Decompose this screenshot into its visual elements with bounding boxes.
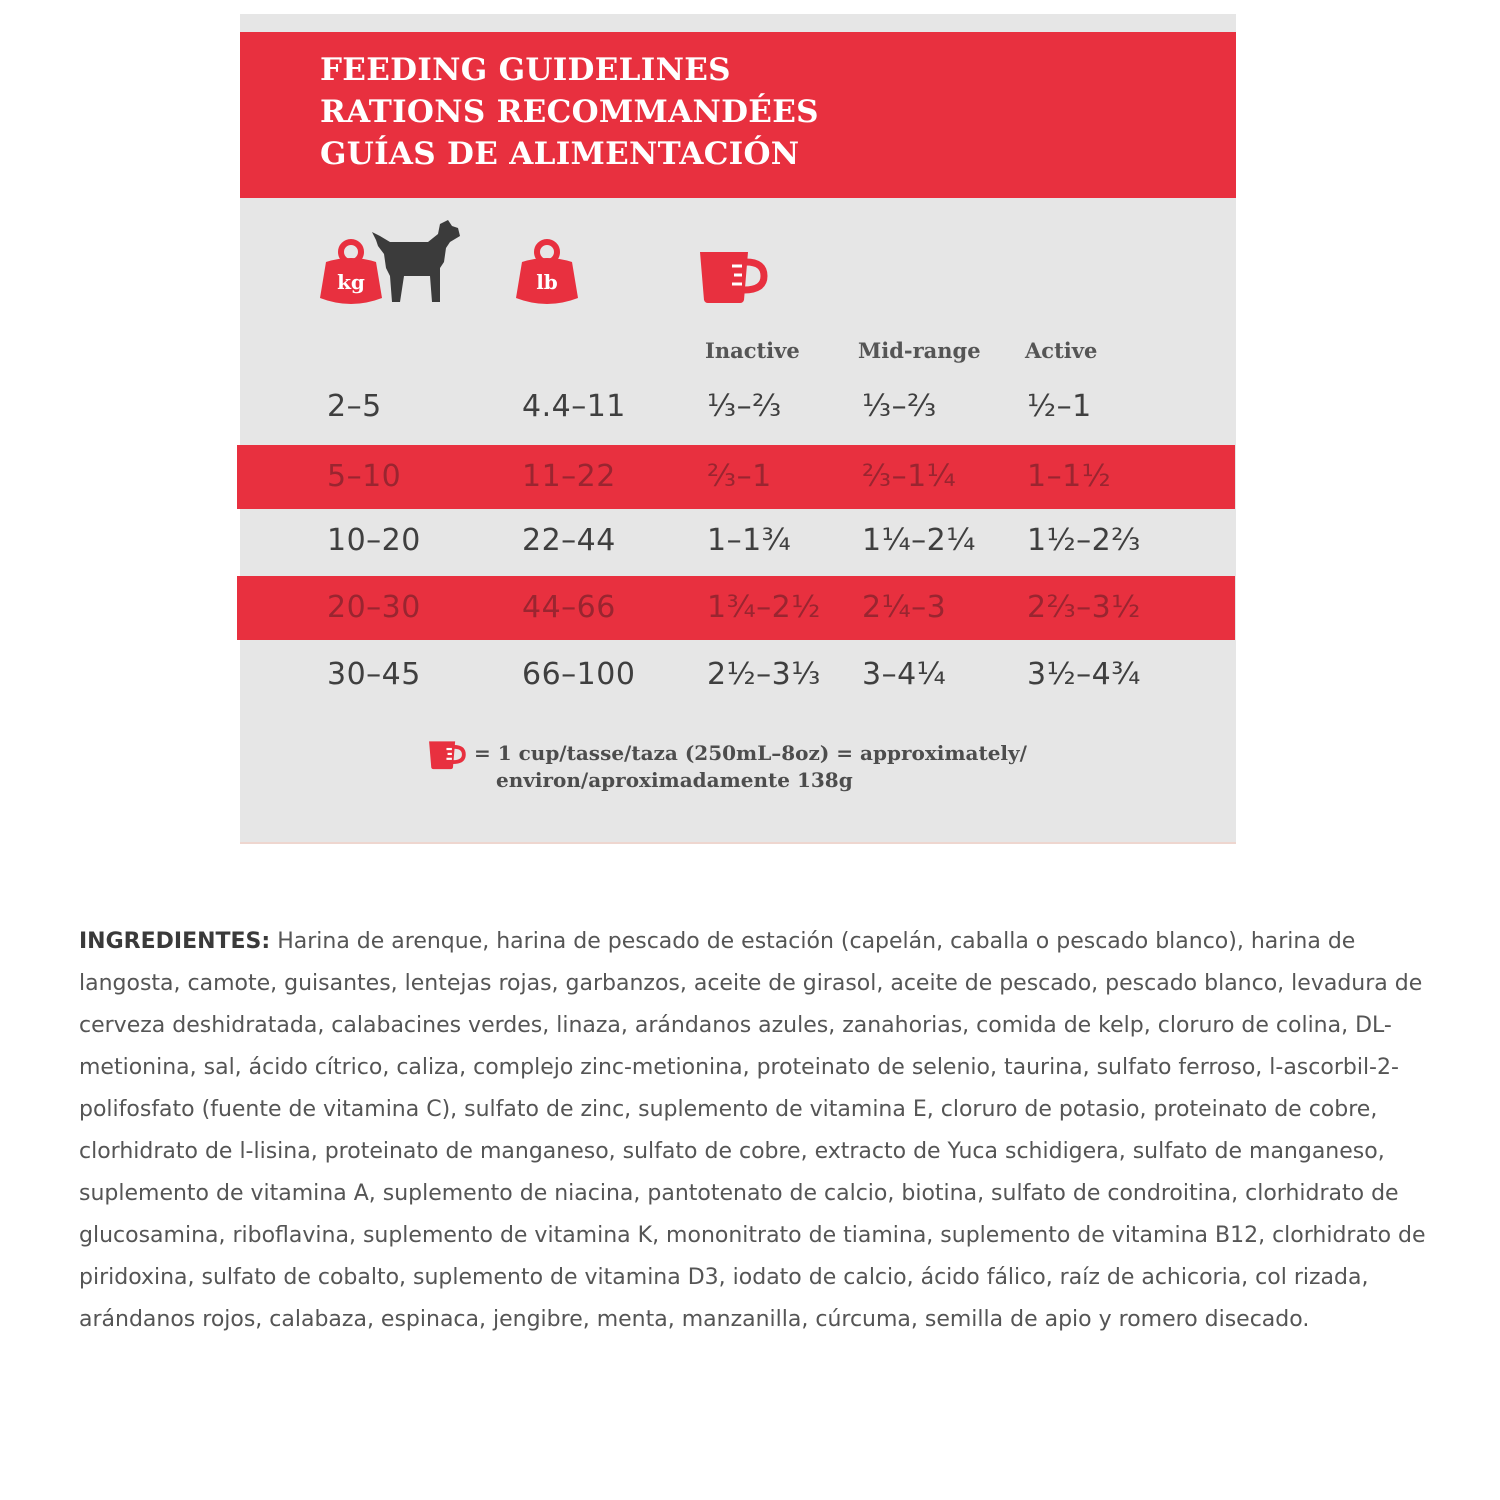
lb-weight-label: lb <box>536 270 558 294</box>
measuring-cup-icon <box>698 250 768 304</box>
cell-kg: 2–5 <box>327 389 382 424</box>
cell-mid-range: 2¼–3 <box>862 590 947 625</box>
cell-inactive: ⅔–1 <box>707 459 772 494</box>
cell-lb: 22–44 <box>522 523 616 558</box>
lb-weight-icon <box>516 238 578 306</box>
header-title-en: FEEDING GUIDELINES <box>320 52 731 88</box>
column-header-inactive: Inactive <box>705 338 800 363</box>
table-row <box>237 576 1235 640</box>
cell-mid-range: 3–4¼ <box>862 657 947 692</box>
header-title-fr: RATIONS RECOMMANDÉES <box>320 94 819 130</box>
ingredients-text: Harina de arenque, harina de pescado de estación (capelán, caballa o pescado blanco), harina de langosta, camote, guisantes, lentejas rojas, garbanzos, aceite de girasol, aceite de pescado, pescado blanco, levadura de cerveza deshidratada, calabacines verdes, linaza, arándanos azules, zanahorias, comida de kelp, cloruro de colina, DL-metionina, sal, ácido cítrico, caliza, complejo zinc-metionina, proteinato de selenio, taurina, sulfato ferroso, l-ascorbil-2-polifosfato (fuente de vitamina C), sulfato de zinc, suplemento de vitamina E, cloruro de potasio, proteinato de cobre, clorhidrato de l-lisina, proteinato de manganeso, sulfato de cobre, extracto de Yuca schidigera, sulfato de manganeso, suplemento de vitamina A, suplemento de niacina, pantotenato de calcio, biotina, sulfato de condroitina, clorhidrato de glucosamina, riboflavina, suplemento de vitamina K, mononitrato de tiamina, suplemento de vitamina B12, clorhidrato de piridoxina, sulfato de cobalto, suplemento de vitamina D3, iodato de calcio, ácido fálico, raíz de achicoria, col rizada, arándanos rojos, calabaza, espinaca, jengibre, menta, manzanilla, cúrcuma, semilla de apio y romero disecado. <box>79 929 1426 1332</box>
note-line-1: = 1 cup/tasse/taza (250mL–8oz) = approximately/ <box>474 741 1027 765</box>
cell-lb: 66–100 <box>522 657 636 692</box>
cup-measurement-note <box>474 740 1027 794</box>
kg-weight-label: kg <box>337 270 365 294</box>
measuring-cup-icon <box>428 740 466 770</box>
table-row <box>237 445 1235 509</box>
note-line-2: environ/aproximadamente 138g <box>496 768 853 792</box>
column-header-mid-range: Mid-range <box>858 338 981 363</box>
table-row <box>237 643 1235 707</box>
cell-kg: 5–10 <box>327 459 402 494</box>
cell-kg: 20–30 <box>327 590 421 625</box>
table-row <box>237 375 1235 439</box>
cell-active: 1–1½ <box>1027 459 1112 494</box>
header-title-es: GUÍAS DE ALIMENTACIÓN <box>320 136 800 172</box>
cell-kg: 10–20 <box>327 523 421 558</box>
cell-active: 3½–4¾ <box>1027 657 1141 692</box>
cell-inactive: ⅓–⅔ <box>707 389 782 424</box>
cell-mid-range: ⅔–1¼ <box>862 459 957 494</box>
cell-mid-range: ⅓–⅔ <box>862 389 937 424</box>
dog-icon <box>368 218 464 304</box>
cell-active: 1½–2⅔ <box>1027 523 1141 558</box>
cell-mid-range: 1¼–2¼ <box>862 523 976 558</box>
cell-active: 2⅔–3½ <box>1027 590 1141 625</box>
feeding-guidelines-card <box>240 14 1236 844</box>
cell-lb: 4.4–11 <box>522 389 626 424</box>
column-header-active: Active <box>1025 338 1098 363</box>
feeding-guidelines-header <box>240 32 1236 198</box>
cell-kg: 30–45 <box>327 657 421 692</box>
cell-active: ½–1 <box>1027 389 1092 424</box>
cell-lb: 11–22 <box>522 459 616 494</box>
cell-inactive: 1–1¾ <box>707 523 792 558</box>
cell-lb: 44–66 <box>522 590 616 625</box>
cell-inactive: 2½–3⅓ <box>707 657 821 692</box>
table-row <box>237 509 1235 573</box>
cell-inactive: 1¾–2½ <box>707 590 821 625</box>
ingredients-paragraph <box>79 921 1459 1341</box>
ingredients-label: INGREDIENTES: <box>79 929 271 954</box>
